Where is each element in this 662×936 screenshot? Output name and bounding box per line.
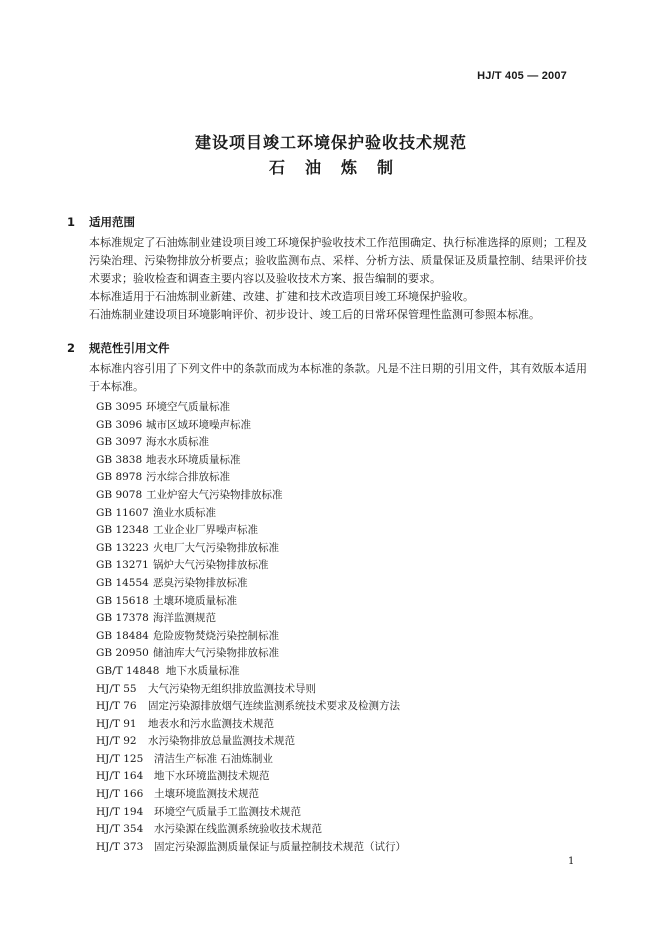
section-1-heading [67, 214, 135, 230]
reference-code: GB 13223 [96, 541, 149, 554]
reference-name: 清洁生产标准 石油炼制业 [154, 752, 273, 765]
section-1-body [67, 234, 587, 324]
section-number: 1 [67, 215, 76, 229]
reference-code: HJ/T 354 [96, 823, 144, 836]
paragraph: 本标准适用于石油炼制业新建、改建、扩建和技术改造项目竣工环境保护验收。 [89, 290, 474, 303]
reference-name: 地下水质量标准 [166, 664, 240, 677]
reference-name: 固定污染源监测质量保证与质量控制技术规范（试行） [154, 840, 406, 853]
reference-item [96, 821, 406, 839]
reference-name: 工业炉窑大气污染物排放标准 [146, 488, 283, 501]
reference-item [96, 839, 406, 857]
reference-item [96, 716, 406, 734]
reference-item [96, 417, 406, 435]
reference-name: 渔业水质标准 [153, 506, 216, 519]
reference-code: GB 17378 [96, 612, 149, 625]
reference-name: 恶臭污染物排放标准 [153, 576, 248, 589]
reference-item [96, 698, 406, 716]
reference-code: GB 3096 [96, 418, 143, 431]
section-title: 适用范围 [89, 215, 135, 229]
reference-name: 工业企业厂界噪声标准 [153, 524, 258, 537]
reference-item [96, 786, 406, 804]
reference-code: HJ/T 164 [96, 770, 144, 783]
reference-name: 城市区域环境噪声标准 [146, 418, 251, 431]
reference-code: GB 12348 [96, 524, 149, 537]
page-number: 1 [568, 856, 575, 867]
reference-code: GB 9078 [96, 488, 143, 501]
reference-code: HJ/T 194 [96, 805, 144, 818]
reference-item [96, 522, 406, 540]
reference-item [96, 399, 406, 417]
reference-name: 火电厂大气污染物排放标准 [153, 541, 279, 554]
reference-name: 水污染源在线监测系统验收技术规范 [154, 823, 322, 836]
reference-code: HJ/T 166 [96, 788, 144, 801]
reference-item [96, 434, 406, 452]
reference-code: HJ/T 91 [96, 717, 137, 730]
reference-code: GB 15618 [96, 594, 149, 607]
reference-item [96, 733, 406, 751]
standard-code: HJ/T 405 — 2007 [477, 70, 567, 82]
reference-code: GB 3097 [96, 436, 143, 449]
reference-item [96, 645, 406, 663]
reference-name: 水污染物排放总量监测技术规范 [148, 735, 295, 748]
reference-item [96, 593, 406, 611]
reference-item [96, 804, 406, 822]
reference-code: HJ/T 92 [96, 735, 137, 748]
reference-item [96, 575, 406, 593]
reference-name: 土壤环境质量标准 [153, 594, 237, 607]
reference-name: 地表水环境质量标准 [146, 453, 241, 466]
reference-name: 危险废物焚烧污染控制标准 [153, 629, 279, 642]
reference-name: 土壤环境监测技术规范 [154, 788, 259, 801]
reference-code: GB/T 14848 [96, 664, 160, 677]
reference-name: 海水水质标准 [146, 436, 209, 449]
reference-item [96, 681, 406, 699]
reference-code: GB 11607 [96, 506, 149, 519]
reference-code: HJ/T 55 [96, 682, 137, 695]
reference-name: 地下水环境监测技术规范 [154, 770, 270, 783]
document-title: 建设项目竣工环境保护验收技术规范 [194, 133, 467, 152]
document-subtitle: 石油炼制 [268, 158, 413, 177]
reference-item [96, 751, 406, 769]
reference-list [96, 399, 406, 856]
reference-code: HJ/T 76 [96, 700, 137, 713]
reference-name: 锅炉大气污染物排放标准 [153, 559, 269, 572]
reference-name: 海洋监测规范 [153, 612, 216, 625]
reference-code: GB 3838 [96, 453, 143, 466]
paragraph: 本标准规定了石油炼制业建设项目竣工环境保护验收技术工作范围确定、执行标准选择的原则；工程及污染治理、污染物排放分析要点；验收监测布点、采样、分析方法、质量保证及质量控制、结果评价技术要求；验收检查和调查主要内容以及验收技术方案、报告编制的要求。 [89, 236, 587, 285]
paragraph: 石油炼制业建设项目环境影响评价、初步设计、竣工后的日常环保管理性监测可参照本标准。 [89, 308, 540, 321]
reference-item [96, 610, 406, 628]
reference-name: 固定污染源排放烟气连续监测系统技术要求及检测方法 [148, 700, 400, 713]
reference-item [96, 487, 406, 505]
paragraph: 本标准内容引用了下列文件中的条款而成为本标准的条款。凡是不注日期的引用文件，其有效版本适用于本标准。 [89, 362, 587, 393]
reference-item [96, 557, 406, 575]
reference-code: GB 18484 [96, 629, 149, 642]
reference-item [96, 663, 406, 681]
reference-code: GB 20950 [96, 647, 149, 660]
reference-name: 地表水和污水监测技术规范 [148, 717, 274, 730]
reference-item [96, 452, 406, 470]
reference-code: GB 14554 [96, 576, 149, 589]
section-2-heading [67, 340, 170, 356]
reference-name: 环境空气质量标准 [146, 401, 230, 413]
reference-code: GB 13271 [96, 559, 149, 572]
section-2-intro [67, 360, 587, 396]
reference-item [96, 768, 406, 786]
reference-item [96, 505, 406, 523]
reference-code: GB 3095 [96, 401, 143, 413]
reference-item [96, 540, 406, 558]
reference-code: GB 8978 [96, 471, 143, 484]
section-title: 规范性引用文件 [89, 341, 170, 355]
section-number: 2 [67, 341, 76, 355]
reference-name: 污水综合排放标准 [146, 471, 230, 484]
reference-name: 储油库大气污染物排放标准 [153, 647, 279, 660]
reference-name: 环境空气质量手工监测技术规范 [154, 805, 301, 818]
reference-item [96, 469, 406, 487]
reference-code: HJ/T 125 [96, 752, 144, 765]
reference-code: HJ/T 373 [96, 840, 144, 853]
reference-item [96, 628, 406, 646]
reference-name: 大气污染物无组织排放监测技术导则 [148, 682, 316, 695]
